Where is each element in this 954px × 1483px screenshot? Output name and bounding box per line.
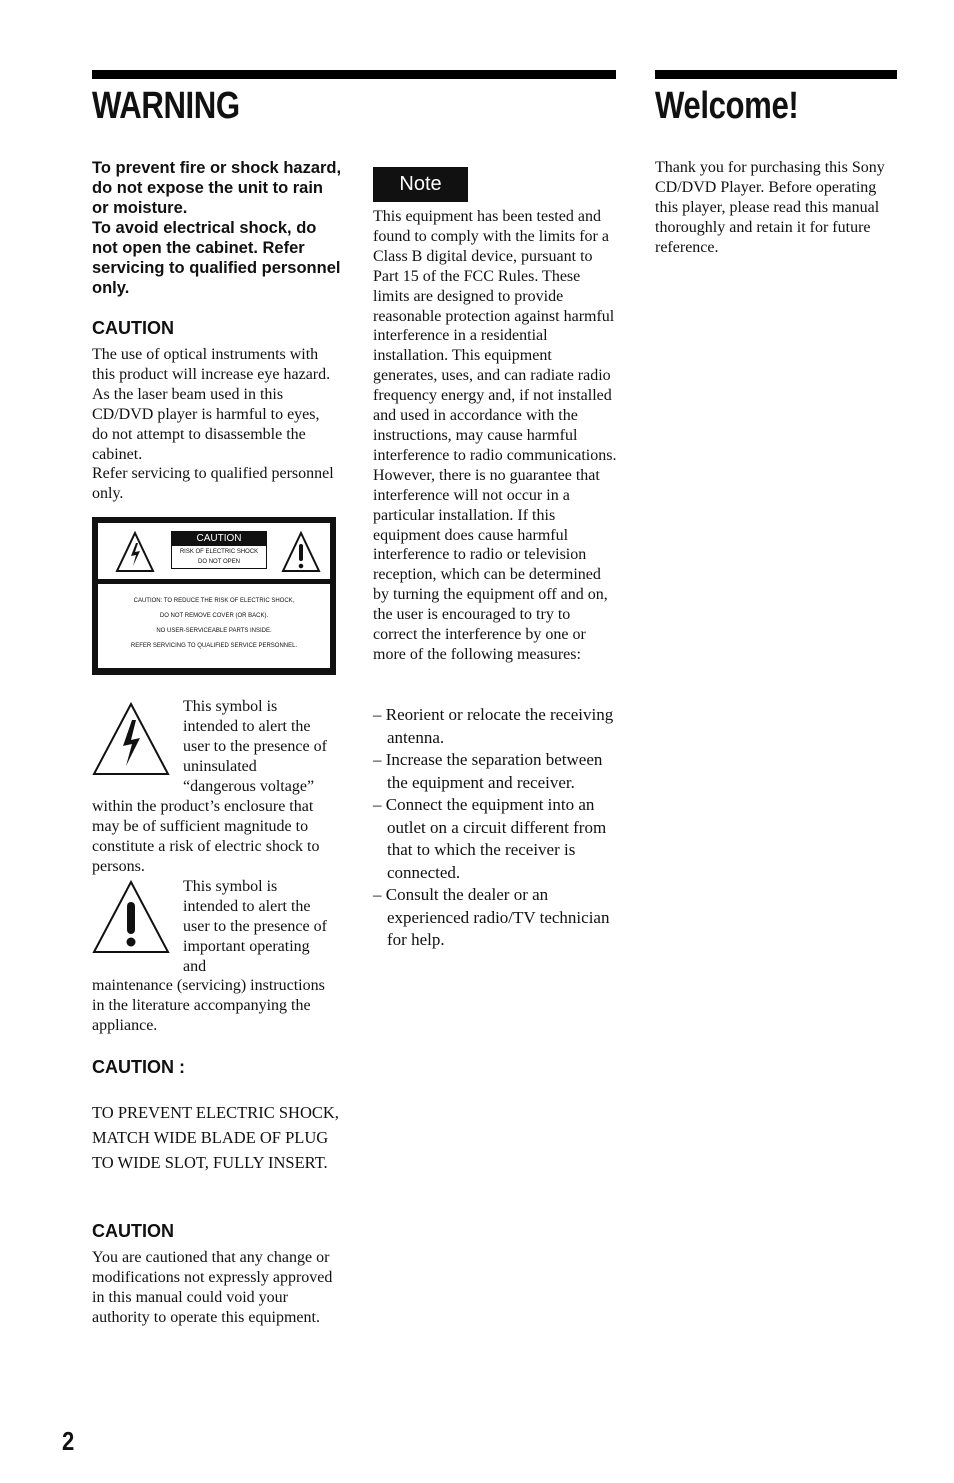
caution-body-1-para-2: Refer servicing to qualified personnel only.	[92, 465, 334, 503]
welcome-title: Welcome!	[655, 85, 799, 127]
exclamation-warning-icon	[92, 880, 170, 954]
exclamation-symbol-text-continued: maintenance (servicing) instructions in the literature accompanying the appliance.	[92, 977, 325, 1034]
list-item: – Increase the separation between the equipment and receiver.	[373, 750, 603, 792]
welcome-title-rule	[655, 70, 897, 79]
list-item: – Connect the equipment into an outlet on a circuit different from that to which the receiver is connected.	[373, 795, 607, 882]
page-number: 2	[62, 1426, 75, 1456]
warning-intro-line-2: To avoid electrical shock, do not open the cabinet. Refer servicing to qualified personnel only.	[92, 219, 341, 297]
list-item: – Reorient or relocate the receiving antenna.	[373, 705, 614, 747]
dangerous-voltage-icon	[92, 702, 170, 776]
exclamation-symbol-text: This symbol is intended to alert the user to the presence of important operating and	[183, 878, 327, 975]
caution-label-title: CAUTION	[172, 532, 266, 546]
voltage-symbol-text-continued: within the product’s enclosure that may be of sufficient magnitude to constitute a risk of electric shock to persons.	[92, 798, 320, 875]
caution-label-line-4: REFER SERVICING TO QUALIFIED SERVICE PERSONNEL.	[130, 643, 298, 649]
caution-label-top	[98, 523, 330, 579]
caution-label-bottom	[98, 584, 330, 668]
voltage-symbol-text: This symbol is intended to alert the user to the presence of uninsulated “dangerous voltage”	[183, 698, 327, 795]
caution-label-sub-1: RISK OF ELECTRIC SHOCK	[179, 549, 259, 555]
caution-label-line-2: DO NOT REMOVE COVER (OR BACK).	[159, 613, 269, 619]
note-body: This equipment has been tested and found to comply with the limits for a Class B digital device, pursuant to Part 15 of the FCC Rules. These limits are designed to provide reasonable protection against harmful interference in a residential installation. This equipment generates, uses, and can radiate radio frequency energy and, if not installed and used in accordance with the instructions, may cause harmful interference to radio communications. However, there is no guarantee that interference will not occur in a particular installation. If this equipment does cause harmful interference to radio or television reception, which can be determined by turning the equipment off and on, the user is encouraged to try to correct the interference by one or more of the following measures:	[373, 208, 617, 663]
warning-title: WARNING	[92, 85, 240, 127]
warning-title-rule	[92, 70, 616, 79]
welcome-body: Thank you for purchasing this Sony CD/DVD Player. Before operating this player, please read this manual thoroughly and retain it for future reference.	[655, 159, 885, 256]
modification-caution-text: You are cautioned that any change or modifications not expressly approved in this manual could void your authority to operate this equipment.	[92, 1249, 333, 1326]
caution-label-sub-2: DO NOT OPEN	[198, 559, 240, 565]
caution-label-line-1: CAUTION: TO REDUCE THE RISK OF ELECTRIC SHOCK,	[133, 598, 295, 604]
caution-label-image	[92, 517, 336, 675]
list-item: – Consult the dealer or an experienced radio/TV technician for help.	[373, 885, 610, 949]
measures-list	[373, 704, 618, 952]
caution-label-inner-box	[171, 531, 267, 569]
caution-heading-2: CAUTION :	[92, 1057, 185, 1077]
plug-caution-text: TO PREVENT ELECTRIC SHOCK, MATCH WIDE BLADE OF PLUG TO WIDE SLOT, FULLY INSERT.	[92, 1103, 339, 1172]
caution-label-line-3: NO USER-SERVICEABLE PARTS INSIDE.	[156, 628, 272, 634]
warning-intro	[92, 158, 342, 298]
caution-heading-1: CAUTION	[92, 318, 174, 338]
note-badge: Note	[373, 167, 468, 202]
lightning-triangle-icon	[115, 531, 155, 573]
exclamation-triangle-icon	[281, 531, 321, 573]
caution-body-1-para-1: The use of optical instruments with this product will increase eye hazard. As the laser beam used in this CD/DVD player is harmful to eyes, do not attempt to disassemble the cabinet.	[92, 346, 331, 463]
caution-heading-3: CAUTION	[92, 1221, 174, 1241]
caution-body-1	[92, 345, 338, 504]
warning-intro-line-1: To prevent fire or shock hazard, do not expose the unit to rain or moisture.	[92, 159, 342, 217]
